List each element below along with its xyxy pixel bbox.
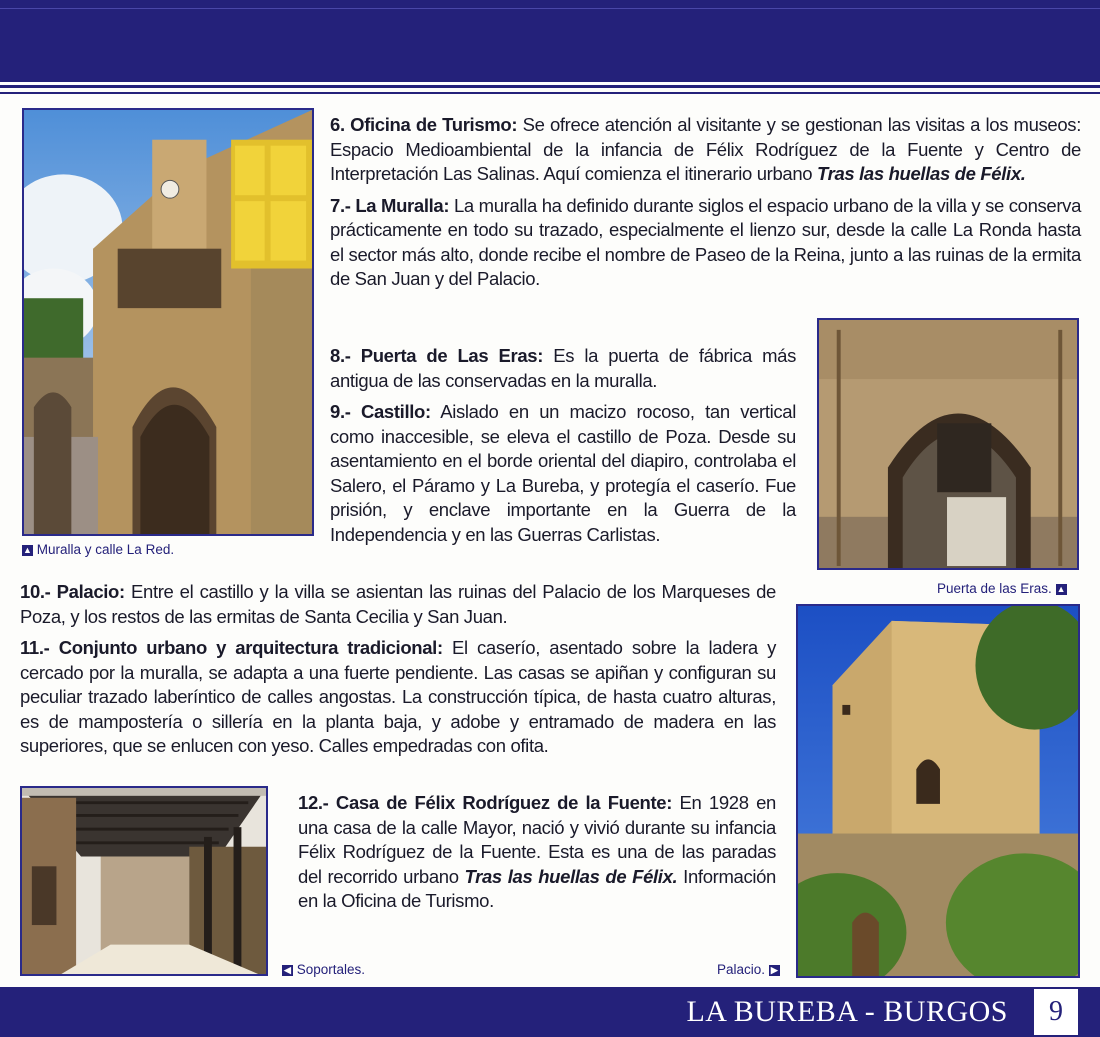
section-11-body: El caserío, asentado sobre la ladera y cercado por la muralla, se adapta a una fuerte pendiente. Las casas se apiñan y configuran su peculiar trazado laberíntico de calles angostas. La construcción típica, de hasta cuatro alturas, es de mampostería o sillería en la planta baja, y adobe y entramado de madera en las superiores, que se enlucen con yeso. Calles empedradas con ofita. [20,637,776,756]
section-9-title: 9.- Castillo: [330,401,431,422]
page-number: 9 [1034,989,1078,1035]
photo-muralla [22,108,314,536]
section-6 [330,113,1081,187]
section-6-body: Se ofrece atención al visitante y se gestionan las visitas a los museos: Espacio Medioambiental de la infancia de Félix Rodríguez de la Fuente y Centro de Interpretación Las Salinas. Aquí comienza el itinerario urbano [330,114,1081,184]
footer-title: LA BUREBA - BURGOS [686,995,1008,1028]
section-6-emph: Tras las huellas de Félix. [817,163,1026,184]
section-7-body: La muralla ha definido durante siglos el espacio urbano de la villa y se conserva prácticamente en todo su trazado, especialmente el lienzo sur, desde la calle La Ronda hasta el sector más alto, donde recibe el nombre de Paseo de la Reina, junto a las ruinas de la ermita de San Juan y del Palacio. [330,194,1082,289]
caption-palacio: Palacio. ▶ [717,962,780,978]
section-6-7-block [330,113,1081,292]
section-12-body: En 1928 en una casa de la calle Mayor, nació y vivió durante su infancia Félix Rodríguez de la Fuente. Esta es una de las paradas del recorrido urbano [298,792,776,887]
arrow-left-icon: ◀ [282,965,293,976]
section-10-body: Entre el castillo y la villa se asientan las ruinas del Palacio de los Marqueses de Poza, y los restos de las ermitas de Santa Cecilia y San Juan. [20,581,776,627]
section-11-title: 11.- Conjunto urbano y arquitectura tradicional: [20,637,443,658]
section-12-emph: Tras las huellas de Félix. [464,865,678,887]
section-8-body: Es la puerta de fábrica más antigua de las conservadas en la muralla. [330,345,797,391]
top-rule-blue [0,85,1100,88]
top-rule-thin [0,92,1100,94]
photo-soportales [20,786,268,976]
photo-puerta-eras [817,318,1079,570]
top-rule [0,8,1100,9]
section-8-9-block [330,344,796,547]
section-12-title: 12.- Casa de Félix Rodríguez de la Fuente: [298,792,673,813]
section-9 [330,400,796,547]
section-11 [20,636,776,759]
caption-puerta-eras: Puerta de las Eras. ▲ [937,581,1066,596]
photo-palacio [796,604,1080,978]
section-8-title: 8.- Puerta de Las Eras: [330,345,544,366]
section-9-body: Aislado en un macizo rocoso, tan vertical como inaccesible, se eleva el castillo de Poza. Desde su asentamiento en el borde oriental del diapiro, controlaba el Salero, el Páramo y La Bureba, y protegía el caserío. Fue prisión, y enclave importante en la Guerra de la Independencia y en las Guerras Carlistas. [330,401,796,545]
caption-soportales: ◀ Soportales. [282,962,365,978]
arrow-right-icon: ▶ [769,965,780,976]
section-10-title: 10.- Palacio: [20,581,125,602]
caption-muralla: ▲ Muralla y calle La Red. [23,542,175,557]
section-12-tail: Información en la Oficina de Turismo. [298,865,776,911]
section-12-block [298,791,776,914]
top-banner [0,0,1100,82]
section-8 [330,344,796,393]
arrow-up-icon: ▲ [1056,583,1066,594]
section-7-title: 7.- La Muralla: [330,194,450,216]
arrow-up-icon: ▲ [23,544,32,555]
section-6-title: 6. Oficina de Turismo: [330,114,518,135]
section-10 [20,580,776,629]
section-7 [330,194,1081,292]
section-10-11-block [20,580,776,759]
